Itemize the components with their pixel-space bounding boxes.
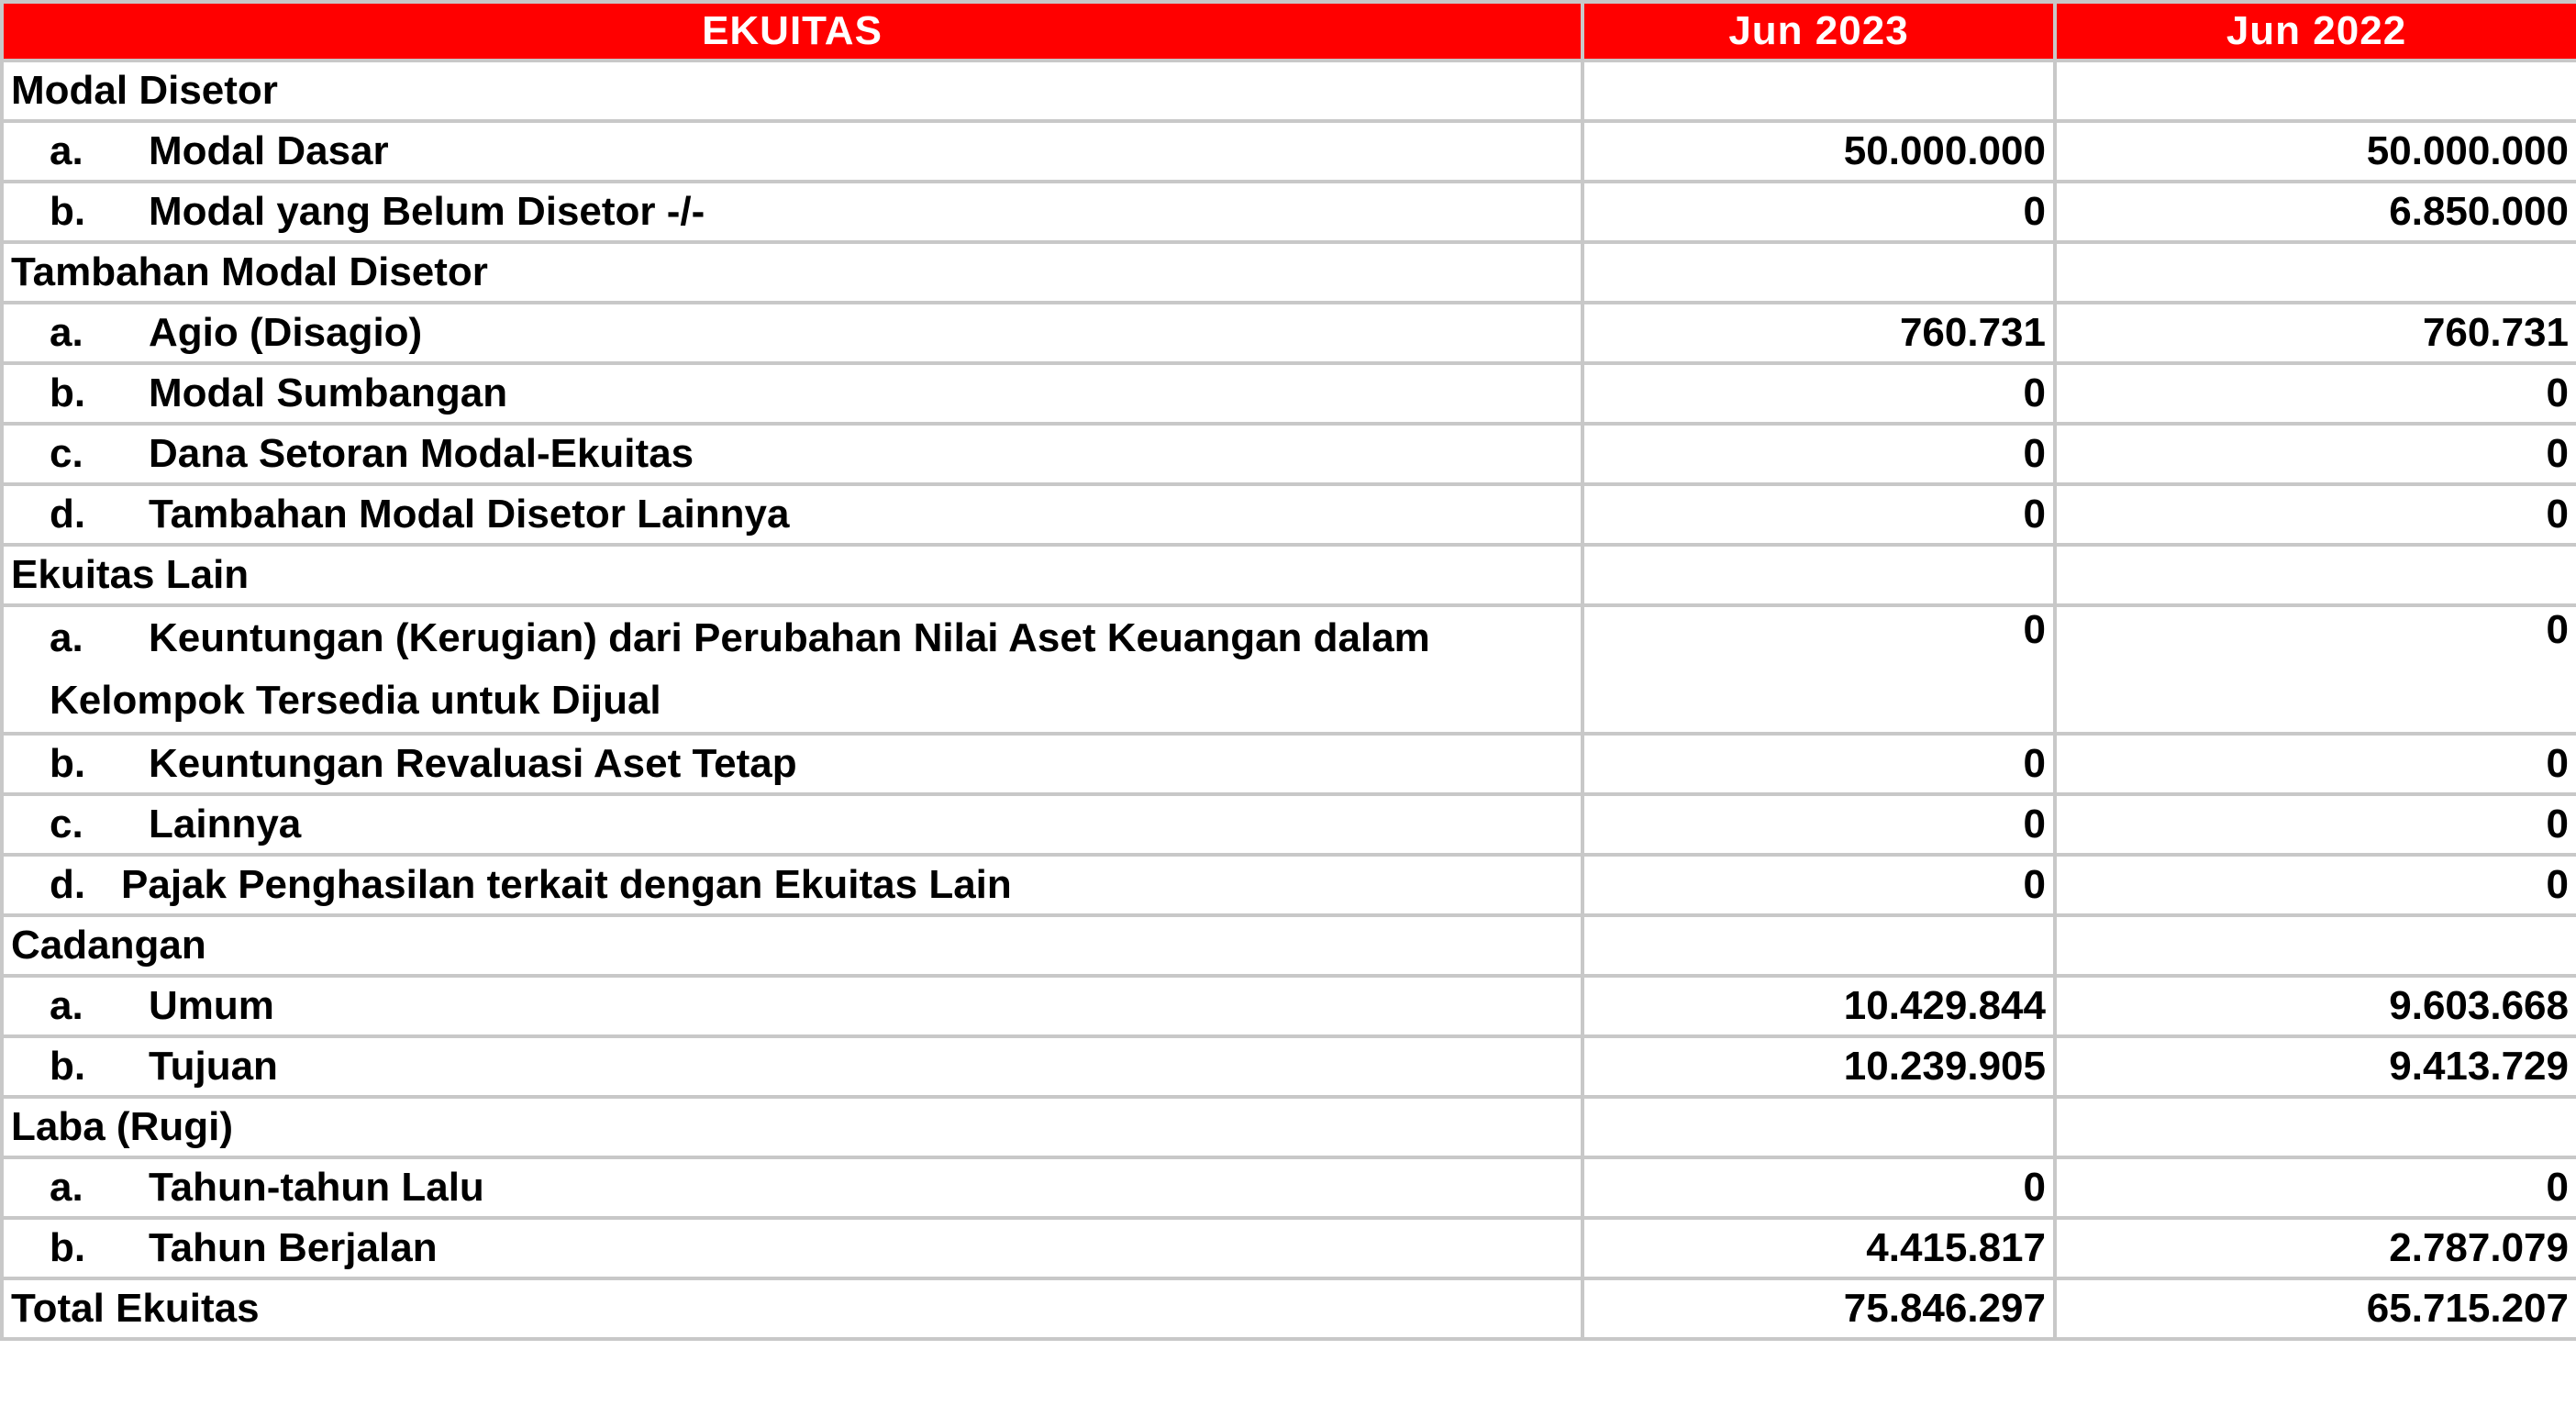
value-jun-2022 xyxy=(2055,915,2576,976)
item-letter: d. xyxy=(50,862,86,907)
row-label-cell xyxy=(2,1218,1582,1278)
header-row xyxy=(2,2,2576,61)
table-row xyxy=(2,121,2576,182)
section-label: Total Ekuitas xyxy=(11,1286,260,1331)
item-label: Tahun-tahun Lalu xyxy=(149,1165,484,1210)
value-jun-2023 xyxy=(1582,915,2055,976)
item-label: Tambahan Modal Disetor Lainnya xyxy=(149,492,790,537)
value-jun-2023 xyxy=(1582,1097,2055,1157)
item-label: Tahun Berjalan xyxy=(149,1225,438,1270)
value-jun-2022 xyxy=(2055,61,2576,121)
value-jun-2023 xyxy=(1582,242,2055,303)
item-label: Agio (Disagio) xyxy=(149,310,423,355)
section-row xyxy=(2,61,2576,121)
table-body xyxy=(2,61,2576,1339)
item-label: Lainnya xyxy=(149,802,302,846)
table-row xyxy=(2,182,2576,242)
section-row xyxy=(2,545,2576,605)
header-jun-2022: Jun 2022 xyxy=(2055,2,2576,61)
item-letter: a. xyxy=(50,128,83,173)
value-jun-2023: 0 xyxy=(1582,363,2055,424)
table-row xyxy=(2,605,2576,734)
section-label: Tambahan Modal Disetor xyxy=(11,249,488,294)
item-letter: b. xyxy=(50,189,86,234)
value-jun-2022: 6.850.000 xyxy=(2055,182,2576,242)
value-jun-2022: 0 xyxy=(2055,484,2576,545)
header-ekuitas: EKUITAS xyxy=(2,2,1582,61)
item-letter: d. xyxy=(50,492,86,537)
table-row xyxy=(2,794,2576,855)
item-letter: a. xyxy=(50,983,83,1028)
value-jun-2023: 760.731 xyxy=(1582,303,2055,363)
header-jun-2023: Jun 2023 xyxy=(1582,2,2055,61)
wrapped-line xyxy=(11,607,1581,669)
item-label: Dana Setoran Modal-Ekuitas xyxy=(149,431,694,476)
value-jun-2022: 9.603.668 xyxy=(2055,976,2576,1036)
value-jun-2023: 50.000.000 xyxy=(1582,121,2055,182)
row-label-cell xyxy=(2,242,1582,303)
value-jun-2023 xyxy=(1582,61,2055,121)
value-jun-2023: 0 xyxy=(1582,794,2055,855)
section-row xyxy=(2,915,2576,976)
value-jun-2022: 0 xyxy=(2055,1157,2576,1218)
row-label-cell xyxy=(2,976,1582,1036)
item-label: Pajak Penghasilan terkait dengan Ekuitas Lain xyxy=(121,862,1012,907)
value-jun-2022: 2.787.079 xyxy=(2055,1218,2576,1278)
value-jun-2023: 0 xyxy=(1582,1157,2055,1218)
section-row xyxy=(2,1278,2576,1339)
row-label-cell xyxy=(2,303,1582,363)
row-label-cell xyxy=(2,794,1582,855)
item-letter: a. xyxy=(50,615,83,660)
item-letter: c. xyxy=(50,802,83,846)
value-jun-2022: 0 xyxy=(2055,734,2576,794)
value-jun-2023: 0 xyxy=(1582,424,2055,484)
table-row xyxy=(2,855,2576,915)
row-label-cell xyxy=(2,734,1582,794)
item-label: Keuntungan Revaluasi Aset Tetap xyxy=(149,741,797,786)
table-row xyxy=(2,976,2576,1036)
table-row xyxy=(2,363,2576,424)
value-jun-2022: 65.715.207 xyxy=(2055,1278,2576,1339)
section-label: Ekuitas Lain xyxy=(11,552,250,597)
table-row xyxy=(2,424,2576,484)
table-row xyxy=(2,484,2576,545)
section-label: Laba (Rugi) xyxy=(11,1104,233,1149)
value-jun-2023: 4.415.817 xyxy=(1582,1218,2055,1278)
section-row xyxy=(2,242,2576,303)
item-letter: b. xyxy=(50,1225,86,1270)
section-row xyxy=(2,1097,2576,1157)
row-label-cell xyxy=(2,61,1582,121)
value-jun-2022: 0 xyxy=(2055,794,2576,855)
item-label-continued: Kelompok Tersedia untuk Dijual xyxy=(50,678,661,723)
value-jun-2023: 0 xyxy=(1582,734,2055,794)
value-jun-2023: 75.846.297 xyxy=(1582,1278,2055,1339)
row-label-cell xyxy=(2,605,1582,734)
item-letter: b. xyxy=(50,371,86,415)
row-label-cell xyxy=(2,182,1582,242)
table-row xyxy=(2,303,2576,363)
table-row xyxy=(2,1036,2576,1097)
value-jun-2023: 10.239.905 xyxy=(1582,1036,2055,1097)
item-label: Tujuan xyxy=(149,1044,278,1089)
item-letter: b. xyxy=(50,1044,86,1089)
item-letter: a. xyxy=(50,310,83,355)
row-label-cell xyxy=(2,363,1582,424)
row-label-cell xyxy=(2,121,1582,182)
item-label: Modal Dasar xyxy=(149,128,389,173)
item-label: Modal yang Belum Disetor -/- xyxy=(149,189,705,234)
value-jun-2022 xyxy=(2055,1097,2576,1157)
section-label: Modal Disetor xyxy=(11,68,278,113)
item-letter: c. xyxy=(50,431,83,476)
table-row xyxy=(2,734,2576,794)
item-letter: a. xyxy=(50,1165,83,1210)
value-jun-2022 xyxy=(2055,545,2576,605)
row-label-cell xyxy=(2,855,1582,915)
table-row xyxy=(2,1218,2576,1278)
value-jun-2022: 9.413.729 xyxy=(2055,1036,2576,1097)
row-label-cell xyxy=(2,1097,1582,1157)
row-label-cell xyxy=(2,424,1582,484)
value-jun-2022: 760.731 xyxy=(2055,303,2576,363)
value-jun-2023 xyxy=(1582,545,2055,605)
value-jun-2023: 0 xyxy=(1582,855,2055,915)
value-jun-2022: 0 xyxy=(2055,855,2576,915)
value-jun-2022: 0 xyxy=(2055,424,2576,484)
value-jun-2022: 50.000.000 xyxy=(2055,121,2576,182)
row-label-cell xyxy=(2,1036,1582,1097)
row-label-cell xyxy=(2,484,1582,545)
row-label-cell xyxy=(2,1157,1582,1218)
value-jun-2022: 0 xyxy=(2055,363,2576,424)
value-jun-2023: 0 xyxy=(1582,182,2055,242)
row-label-cell xyxy=(2,915,1582,976)
item-label: Umum xyxy=(149,983,274,1028)
value-jun-2022: 0 xyxy=(2055,605,2576,734)
item-label: Keuntungan (Kerugian) dari Perubahan Nilai Aset Keuangan dalam xyxy=(149,615,1430,660)
section-label: Cadangan xyxy=(11,923,206,968)
table-row xyxy=(2,1157,2576,1218)
row-label-cell xyxy=(2,1278,1582,1339)
row-label-cell xyxy=(2,545,1582,605)
item-label: Modal Sumbangan xyxy=(149,371,508,415)
value-jun-2023: 10.429.844 xyxy=(1582,976,2055,1036)
value-jun-2023: 0 xyxy=(1582,605,2055,734)
item-letter: b. xyxy=(50,741,86,786)
value-jun-2023: 0 xyxy=(1582,484,2055,545)
value-jun-2022 xyxy=(2055,242,2576,303)
